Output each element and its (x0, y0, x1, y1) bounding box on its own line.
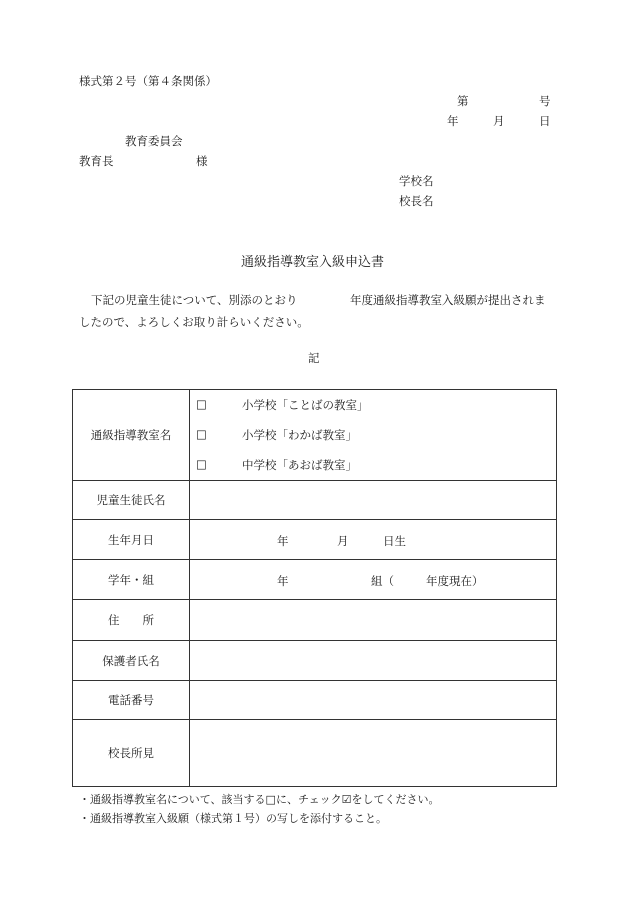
table-row (73, 390, 557, 481)
classroom-option-label: 中学校「あおば教室」 (242, 458, 357, 472)
recipient-board: 教育委員会 (125, 134, 183, 148)
checkbox-icon[interactable]: □ (196, 427, 207, 441)
principal-opinion-label: 校長所見 (73, 720, 190, 787)
note-checkbox-instruction: ・通級指導教室名について、該当する□に、チェック☑をしてください。 (79, 793, 440, 806)
body-text-part2: 年度通級指導教室入級願が提出されま (350, 293, 546, 307)
table-row (73, 681, 557, 720)
checkbox-icon[interactable]: □ (196, 457, 207, 471)
birthdate-field[interactable] (190, 520, 557, 560)
grade-label: 学年・組 (73, 560, 190, 600)
grade-current-year: 年度現在） (426, 573, 484, 588)
classroom-option-label: 小学校「わかば教室」 (242, 428, 357, 442)
grade-field[interactable] (190, 560, 557, 600)
body-text-part1: 下記の児童生徒について、別添のとおり (91, 293, 298, 307)
classroom-option[interactable] (190, 390, 556, 420)
date-day: 日 (539, 114, 551, 128)
recipient-honorific: 様 (196, 154, 208, 168)
ki-heading: 記 (308, 351, 320, 365)
address-label: 住 所 (73, 600, 190, 641)
birth-year-unit: 年 (277, 533, 289, 548)
table-row (73, 481, 557, 520)
birthdate-label: 生年月日 (73, 520, 190, 560)
table-row (73, 641, 557, 681)
table-row (73, 560, 557, 600)
classroom-option[interactable] (190, 450, 556, 480)
classroom-label: 通級指導教室名 (73, 390, 190, 481)
form-number: 様式第２号（第４条関係） (79, 74, 217, 88)
classroom-option[interactable] (190, 420, 556, 450)
grade-nen-unit: 年 (277, 573, 289, 588)
principal-opinion-field[interactable] (190, 720, 557, 787)
guardian-label: 保護者氏名 (73, 641, 190, 681)
grade-kumi-unit: 組（ (371, 573, 394, 588)
address-field[interactable] (190, 600, 557, 641)
date-year: 年 (447, 114, 459, 128)
body-text-line2: したので、よろしくお取り計らいください。 (79, 315, 309, 329)
application-table (72, 389, 557, 787)
number-dai: 第 (457, 94, 469, 108)
school-name-label: 学校名 (399, 174, 434, 188)
document-title: 通級指導教室入級申込書 (241, 255, 385, 270)
classroom-options-cell (190, 390, 557, 481)
table-row (73, 600, 557, 641)
classroom-option-label: 小学校「ことばの教室」 (242, 398, 369, 412)
recipient-title: 教育長 (79, 154, 114, 168)
checkbox-icon[interactable]: □ (196, 397, 207, 411)
note-attachment-instruction: ・通級指導教室入級願（様式第１号）の写しを添付すること。 (79, 812, 387, 825)
number-go: 号 (539, 94, 551, 108)
phone-field[interactable] (190, 681, 557, 720)
student-name-label: 児童生徒氏名 (73, 481, 190, 520)
table-row (73, 520, 557, 560)
principal-name-label: 校長名 (399, 194, 434, 208)
birth-day-unit: 日生 (383, 533, 406, 548)
student-name-field[interactable] (190, 481, 557, 520)
phone-label: 電話番号 (73, 681, 190, 720)
table-row (73, 720, 557, 787)
date-month: 月 (493, 114, 505, 128)
birth-month-unit: 月 (337, 533, 349, 548)
guardian-field[interactable] (190, 641, 557, 681)
